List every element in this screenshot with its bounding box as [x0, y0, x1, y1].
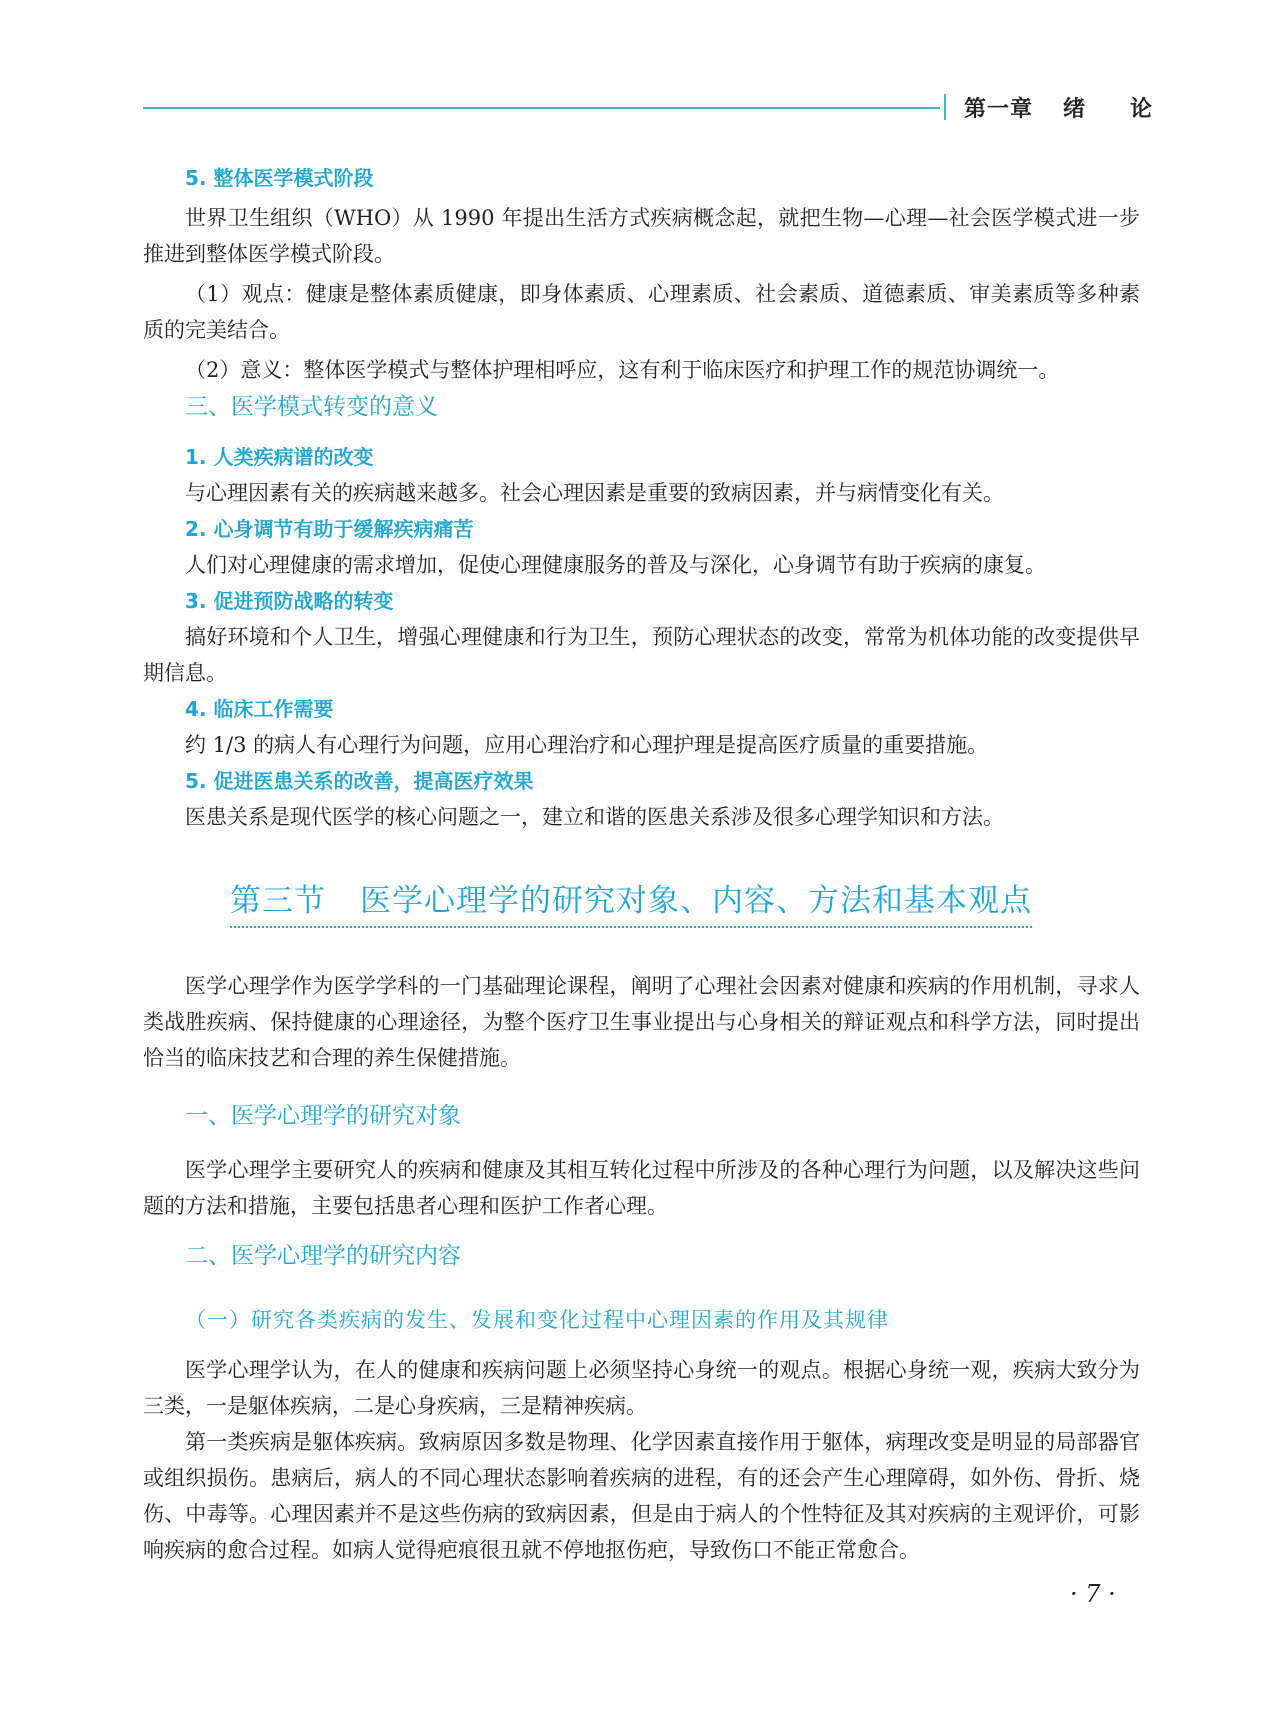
section-intro: [143, 968, 1140, 1076]
item-title: 4. 临床工作需要: [185, 697, 334, 721]
page-number: · 7 ·: [1070, 1580, 1116, 1608]
paragraph: 医学心理学主要研究人的疾病和健康及其相互转化过程中所涉及的各种心理行为问题，以及解决这些问题的方法和措施，主要包括患者心理和医护工作者心理。: [143, 1158, 1140, 1218]
item-title: 5. 促进医患关系的改善，提高医疗效果: [185, 769, 534, 793]
section-heading: 三、医学模式转变的意义: [185, 394, 438, 420]
section-number: 第三节: [230, 883, 326, 919]
item-text: 约 1/3 的病人有心理行为问题，应用心理治疗和心理护理是提高医疗质量的重要措施。: [185, 733, 989, 757]
item-title: 2. 心身调节有助于缓解疾病痛苦: [185, 517, 474, 541]
item-text: 医患关系是现代医学的核心问题之一，建立和谐的医患关系涉及很多心理学知识和方法。: [185, 805, 1004, 829]
section-heading: 一、医学心理学的研究对象: [185, 1103, 461, 1129]
header-rule: [143, 107, 940, 109]
part-research-content: [143, 1236, 1140, 1568]
section-title: [230, 875, 1032, 928]
item-title: 1. 人类疾病谱的改变: [185, 445, 374, 469]
paragraph: （1）观点：健康是整体素质健康，即身体素质、心理素质、社会素质、道德素质、审美素质等多种素质的完美结合。: [143, 282, 1140, 342]
paragraph: 世界卫生组织（WHO）从 1990 年提出生活方式疾病概念起，就把生物—心理—社会医学模式进一步推进到整体医学模式阶段。: [143, 206, 1140, 266]
section-heading: 二、医学心理学的研究内容: [185, 1243, 461, 1269]
paragraph: 第一类疾病是躯体疾病。致病原因多数是物理、化学因素直接作用于躯体，病理改变是明显的局部器官或组织损伤。患病后，病人的不同心理状态影响着疾病的进程，有的还会产生心理障碍，如外伤、骨折、烧伤、中毒等。心理因素并不是这些伤病的致病因素，但是由于病人的个性特征及其对疾病的主观评价，可影响疾病的愈合过程。如病人觉得疤痕很丑就不停地抠伤疤，导致伤口不能正常愈合。: [143, 1430, 1140, 1562]
part-research-object: [143, 1096, 1140, 1224]
part-holistic-model: [143, 160, 1140, 388]
sub-heading: （一）研究各类疾病的发生、发展和变化过程中心理因素的作用及其规律: [185, 1308, 889, 1332]
part-model-significance: [143, 387, 1140, 835]
item-title: 3. 促进预防战略的转变: [185, 589, 394, 613]
header-divider: [944, 94, 946, 120]
item-text: 搞好环境和个人卫生，增强心理健康和行为卫生，预防心理状态的改变，常常为机体功能的改变提供早期信息。: [143, 625, 1140, 685]
chapter-number: 第一章: [964, 97, 1034, 122]
paragraph: （2）意义：整体医学模式与整体护理相呼应，这有利于临床医疗和护理工作的规范协调统一。: [185, 358, 1060, 382]
chapter-title-char-2: 论: [1130, 97, 1154, 122]
item-text: 人们对心理健康的需求增加，促使心理健康服务的普及与深化，心身调节有助于疾病的康复。: [185, 553, 1046, 577]
subheading: 5. 整体医学模式阶段: [185, 166, 374, 190]
section-title-text: 医学心理学的研究对象、内容、方法和基本观点: [360, 883, 1032, 919]
paragraph: 医学心理学作为医学学科的一门基础理论课程，阐明了心理社会因素对健康和疾病的作用机制，寻求人类战胜疾病、保持健康的心理途径，为整个医疗卫生事业提出与心身相关的辩证观点和科学方法，同时提出恰当的临床技艺和合理的养生保健措施。: [143, 974, 1140, 1070]
chapter-title-char-1: 绪: [1063, 97, 1087, 122]
paragraph: 医学心理学认为，在人的健康和疾病问题上必须坚持心身统一的观点。根据心身统一观，疾病大致分为三类，一是躯体疾病，二是心身疾病，三是精神疾病。: [143, 1358, 1140, 1418]
running-header: [964, 92, 1153, 123]
item-text: 与心理因素有关的疾病越来越多。社会心理因素是重要的致病因素，并与病情变化有关。: [185, 481, 1004, 505]
